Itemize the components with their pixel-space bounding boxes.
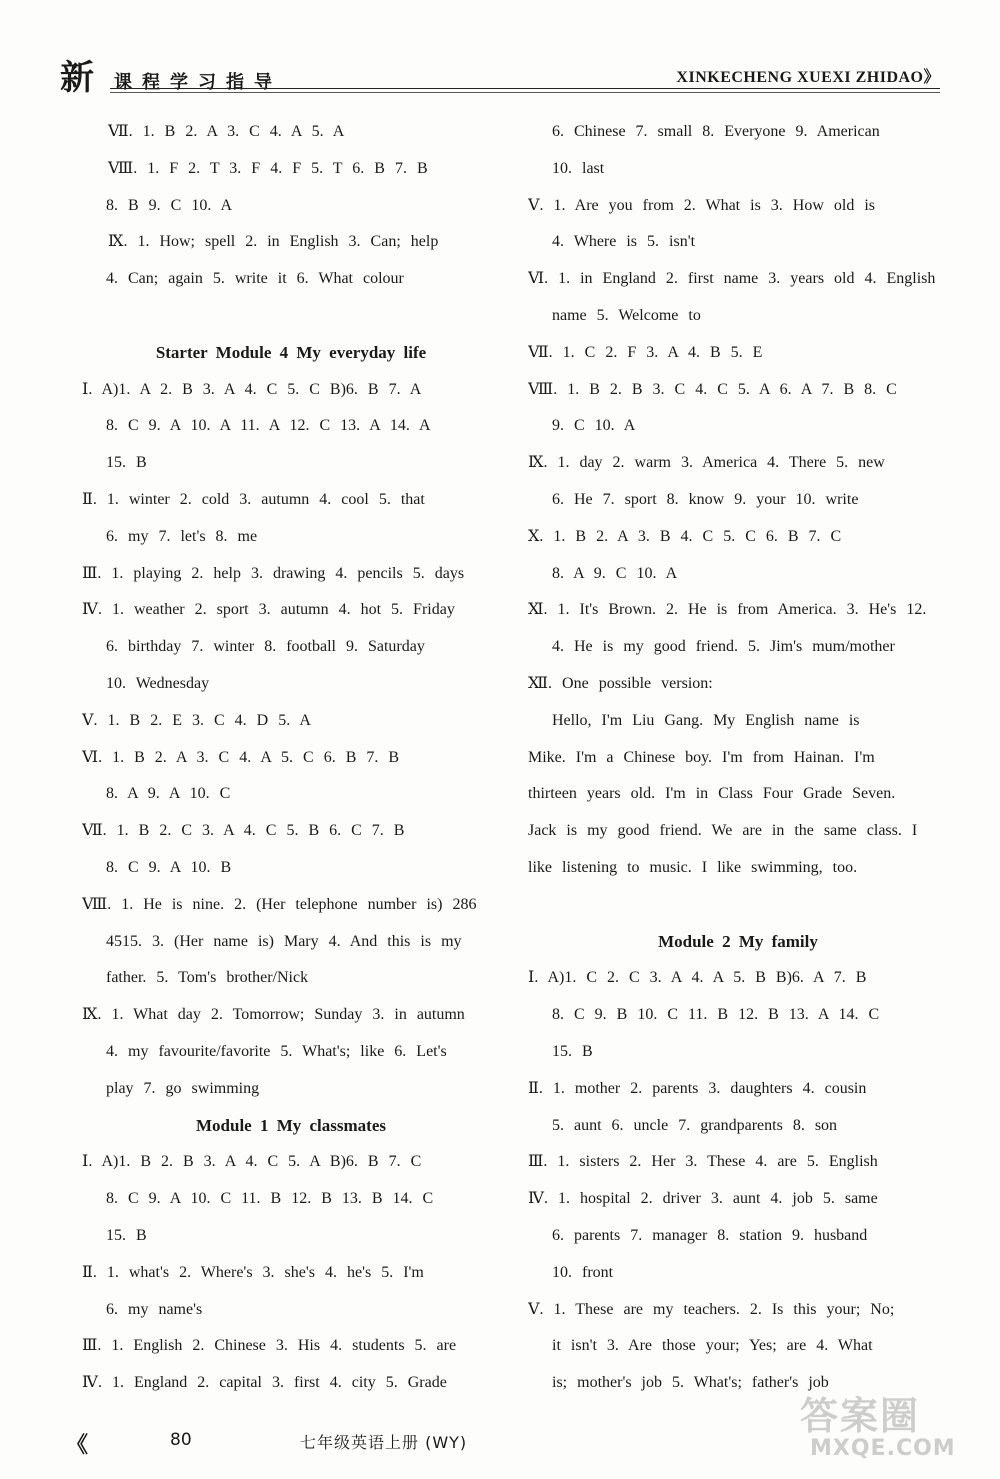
blank-line — [528, 887, 948, 924]
answer-line: Ⅷ. 1. F 2. T 3. F 4. F 5. T 6. B 7. B — [108, 159, 428, 177]
answer-line: Ⅷ. 1. B 2. B 3. C 4. C 5. A 6. A 7. B 8. C — [528, 380, 897, 398]
answer-line: 4. He is my good friend. 5. Jim's mum/mother — [552, 638, 895, 656]
answer-line: 8. B 9. C 10. A — [106, 196, 233, 214]
answer-line: thirteen years old. I'm in Class Four Grade Seven. — [528, 785, 896, 803]
watermark-top-text: 答案圈 — [800, 1394, 921, 1438]
answer-line: 8. C 9. A 10. C 11. B 12. B 13. B 14. C — [106, 1190, 434, 1208]
answer-line: 10. front — [552, 1263, 614, 1281]
answer-line: 6. He 7. sport 8. know 9. your 10. write — [552, 490, 859, 508]
answer-line: Ⅸ. 1. How; spell 2. in English 3. Can; help — [108, 233, 439, 251]
answer-line: Hello, I'm Liu Gang. My English name is — [552, 711, 860, 729]
answer-line: 15. B — [552, 1042, 593, 1060]
answer-line: 6. my name's — [106, 1300, 203, 1318]
answer-line: Ⅶ. 1. B 2. C 3. A 4. C 5. B 6. C 7. B — [82, 822, 405, 840]
answer-line: Ⅳ. 1. hospital 2. driver 3. aunt 4. job 5. same — [528, 1190, 878, 1208]
answer-line: Ⅴ. 1. B 2. E 3. C 4. D 5. A — [82, 711, 311, 729]
answer-line: 8. C 9. A 10. A 11. A 12. C 13. A 14. A — [106, 417, 431, 435]
header-rule-thin — [110, 92, 940, 93]
answer-line: 10. last — [552, 159, 605, 177]
answer-line: name 5. Welcome to — [552, 306, 701, 324]
answer-line: play 7. go swimming — [106, 1079, 260, 1097]
page-number: 80 — [170, 1430, 192, 1450]
answer-line: Ⅲ. 1. playing 2. help 3. drawing 4. pencils 5. days — [82, 564, 465, 582]
answer-line: Ⅰ. A)1. B 2. B 3. A 4. C 5. A B)6. B 7. C — [82, 1153, 422, 1171]
answer-line: 10. Wednesday — [106, 674, 210, 692]
answer-line: 15. B — [106, 1226, 147, 1244]
answer-line: Mike. I'm a Chinese boy. I'm from Hainan. I'm — [528, 748, 875, 766]
answer-line: Ⅲ. 1. sisters 2. Her 3. These 4. are 5. English — [528, 1153, 878, 1171]
answer-line: Ⅴ. 1. Are you from 2. What is 3. How old is — [528, 196, 876, 214]
answer-line: 8. A 9. C 10. A — [552, 564, 678, 582]
header-series-name: XINKECHENG XUEXI ZHIDAO》 — [676, 69, 940, 86]
answer-line: Ⅺ. 1. It's Brown. 2. He is from America. 3. He's 12. — [528, 601, 927, 619]
header-logo: 新 — [60, 58, 94, 98]
watermark-logo — [800, 1385, 970, 1465]
chevron-left-icon: 《 — [66, 1433, 89, 1458]
right-answer-column — [528, 114, 948, 1402]
answer-line: Ⅱ. 1. mother 2. parents 3. daughters 4. cousin — [528, 1079, 867, 1097]
answer-line: 6. Chinese 7. small 8. Everyone 9. American — [552, 123, 880, 140]
answer-line: Ⅱ. 1. what's 2. Where's 3. she's 4. he's 5. I'm — [82, 1263, 424, 1281]
answer-line: 8. A 9. A 10. C — [106, 785, 231, 803]
answer-line: Ⅸ. 1. What day 2. Tomorrow; Sunday 3. in autumn — [82, 1006, 465, 1024]
answer-line: Ⅰ. A)1. A 2. B 3. A 4. C 5. C B)6. B 7. A — [82, 380, 422, 398]
answer-line: 8. C 9. A 10. B — [106, 858, 232, 876]
answer-line: Ⅱ. 1. winter 2. cold 3. autumn 4. cool 5. that — [82, 490, 425, 508]
answer-line: 6. parents 7. manager 8. station 9. husband — [552, 1226, 868, 1244]
answer-line: Ⅵ. 1. in England 2. first name 3. years old 4. English — [528, 270, 936, 288]
answer-line: 8. C 9. B 10. C 11. B 12. B 13. A 14. C — [552, 1006, 880, 1024]
answer-line: is; mother's job 5. What's; father's job — [552, 1374, 829, 1392]
answer-line: Jack is my good friend. We are in the same class. I — [528, 822, 918, 840]
answer-line: Ⅶ. 1. B 2. A 3. C 4. A 5. A — [108, 123, 345, 140]
answer-line: 4. Where is 5. isn't — [552, 233, 696, 251]
answer-line: 15. B — [106, 454, 147, 472]
answer-line: Ⅰ. A)1. C 2. C 3. A 4. A 5. B B)6. A 7. B — [528, 969, 867, 987]
answer-line: like listening to music. I like swimming, too. — [528, 858, 858, 876]
header-rule — [110, 88, 940, 89]
watermark-url-text: MXQE.COM — [810, 1436, 956, 1461]
book-title: 七年级英语上册 (WY) — [300, 1433, 468, 1452]
answer-line: Ⅵ. 1. B 2. A 3. C 4. A 5. C 6. B 7. B — [82, 748, 400, 766]
page-header — [60, 58, 940, 98]
answer-line: Ⅹ. 1. B 2. A 3. B 4. C 5. C 6. B 7. C — [528, 527, 842, 545]
answer-line: 4. Can; again 5. write it 6. What colour — [106, 270, 404, 288]
answer-line: 5. aunt 6. uncle 7. grandparents 8. son — [552, 1116, 838, 1134]
answer-line: Ⅶ. 1. C 2. F 3. A 4. B 5. E — [528, 343, 763, 361]
section-title: Starter Module 4 My everyday life — [155, 342, 427, 362]
answer-line: Ⅲ. 1. English 2. Chinese 3. His 4. students 5. are — [82, 1337, 457, 1355]
answer-line: Ⅻ. One possible version: — [528, 674, 713, 692]
answer-line: 4515. 3. (Her name is) Mary 4. And this is my — [106, 932, 462, 950]
answer-line: 9. C 10. A — [552, 417, 636, 435]
answer-line: it isn't 3. Are those your; Yes; are 4. What — [552, 1337, 873, 1355]
answer-line: Ⅳ. 1. England 2. capital 3. first 4. city 5. Grade — [82, 1374, 447, 1392]
answer-line: Ⅸ. 1. day 2. warm 3. America 4. There 5. new — [528, 454, 885, 472]
answer-line: Ⅷ. 1. He is nine. 2. (Her telephone number is) 286 — [82, 895, 477, 913]
section-title: Module 1 My classmates — [195, 1115, 386, 1135]
section-title: Module 2 My family — [658, 931, 818, 951]
answer-line: 6. my 7. let's 8. me — [106, 527, 258, 545]
answer-line: Ⅳ. 1. weather 2. sport 3. autumn 4. hot 5. Friday — [82, 601, 455, 619]
answer-line: Ⅴ. 1. These are my teachers. 2. Is this your; No; — [528, 1300, 895, 1318]
answer-line: 6. birthday 7. winter 8. football 9. Saturday — [106, 638, 425, 656]
answer-line: father. 5. Tom's brother/Nick — [106, 969, 309, 987]
header-title: 课程学习指导 — [114, 72, 282, 93]
left-answer-column — [82, 114, 500, 1402]
blank-line — [82, 298, 500, 335]
answer-line: 4. my favourite/favorite 5. What's; like 6. Let's — [106, 1042, 447, 1060]
